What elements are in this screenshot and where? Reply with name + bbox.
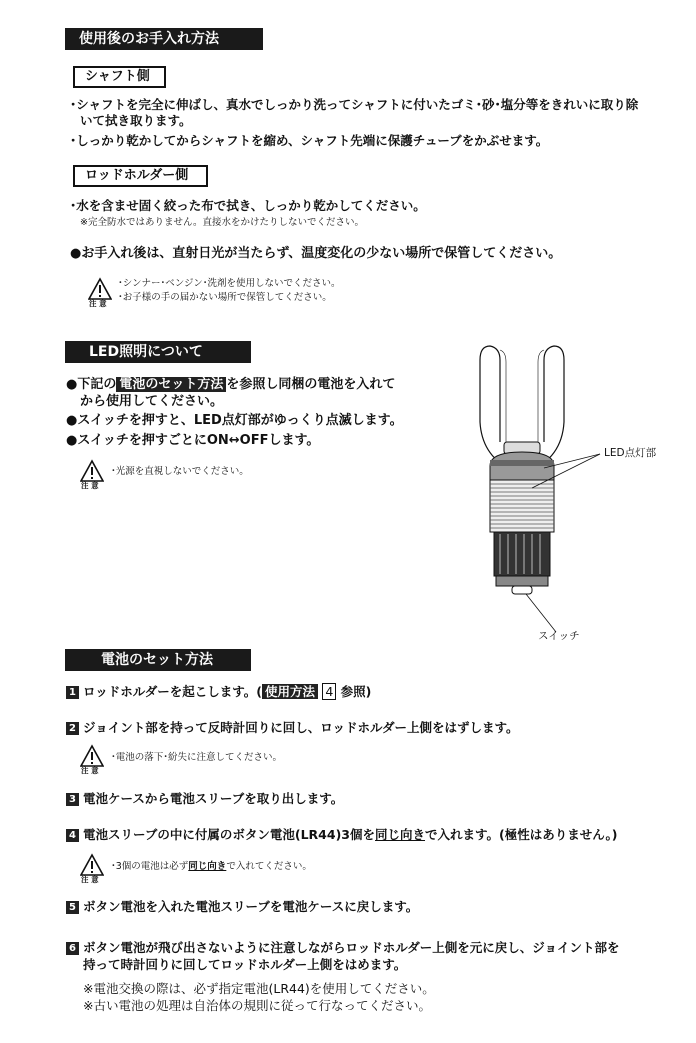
rod-holder-illustration	[460, 342, 680, 652]
storage-text: ●お手入れ後は、直射日光が当たらず、温度変化の少ない場所で保管してください。	[70, 246, 562, 261]
battery-step-2: 2 ジョイント部を持って反時計回りに回し、ロッドホルダー上側をはずします。	[66, 720, 519, 736]
step-number: 3	[66, 793, 79, 806]
care-warning-1: ･シンナー･ベンジン･洗剤を使用しないでください。	[118, 278, 341, 289]
holder-subtitle: ロッドホルダー側	[73, 165, 208, 187]
led-text-1: ●下記の 電池のセット方法 を参照し同梱の電池を入れて	[66, 377, 396, 392]
led-text-3: ●スイッチを押すと、LED点灯部がゆっくり点滅します。	[66, 413, 403, 428]
care-warning-2: ･お子様の手の届かない場所で保管してください。	[118, 292, 332, 303]
care-section-title: 使用後のお手入れ方法	[65, 28, 263, 50]
caution-label: 注 意	[81, 766, 99, 775]
battery-warning-1: ･電池の落下･紛失に注意してください。	[111, 752, 283, 763]
battery-step-6-cont: 持って時計回りに回してロッドホルダー上側をはめます。	[83, 957, 407, 972]
led-callout-label: LED点灯部	[604, 447, 657, 459]
holder-text-1: ･水を含ませ固く絞った布で拭き、しっかり乾かしてください。	[70, 198, 426, 213]
battery-note-1: ※電池交換の際は、必ず指定電池(LR44)を使用してください。	[83, 981, 435, 996]
battery-step-3: 3 電池ケースから電池スリーブを取り出します。	[66, 791, 343, 807]
battery-setup-link[interactable]: 電池のセット方法	[116, 377, 226, 392]
step-number: 5	[66, 901, 79, 914]
battery-warning-2: ･3個の電池は必ず同じ向きで入れてください。	[111, 861, 312, 872]
battery-step-6: 6 ボタン電池が飛び出さないように注意しながらロッドホルダー上側を元に戻し、ジョイント部を	[66, 940, 620, 956]
led-warning-1: ･光源を直視しないでください。	[111, 466, 249, 477]
shaft-subtitle: シャフト側	[73, 66, 166, 88]
holder-note: ※完全防水ではありません。直接水をかけたりしないでください。	[80, 217, 365, 228]
shaft-text-2: いて拭き取ります。	[80, 113, 192, 128]
step-number: 4	[66, 829, 79, 842]
led-text-2: から使用してください。	[80, 394, 224, 409]
step-number: 1	[66, 686, 79, 699]
shaft-text-1: ･シャフトを完全に伸ばし、真水でしっかり洗ってシャフトに付いたゴミ･砂･塩分等をきれいに取り除	[70, 97, 639, 112]
battery-note-2: ※古い電池の処理は自治体の規則に従って行なってください。	[83, 998, 431, 1013]
led-text-4: ●スイッチを押すごとにON↔OFFします。	[66, 433, 320, 448]
switch-callout-label: スイッチ	[538, 630, 580, 642]
caution-label: 注 意	[89, 299, 107, 308]
battery-step-4: 4 電池スリーブの中に付属のボタン電池(LR44)3個を同じ向きで入れます。(極性はありません。)	[66, 827, 617, 843]
shaft-text-3: ･しっかり乾かしてからシャフトを縮め、シャフト先端に保護チューブをかぶせます。	[70, 133, 549, 148]
step-number: 2	[66, 722, 79, 735]
battery-step-5: 5 ボタン電池を入れた電池スリーブを電池ケースに戻します。	[66, 899, 418, 915]
step-number: 6	[66, 942, 79, 955]
caution-label: 注 意	[81, 481, 99, 490]
led-section-title: LED照明について	[65, 341, 251, 363]
caution-label: 注 意	[81, 875, 99, 884]
battery-step-1: 1 ロッドホルダーを起こします。( 使用方法 4 参照)	[66, 684, 371, 700]
battery-section-title: 電池のセット方法	[65, 649, 251, 671]
